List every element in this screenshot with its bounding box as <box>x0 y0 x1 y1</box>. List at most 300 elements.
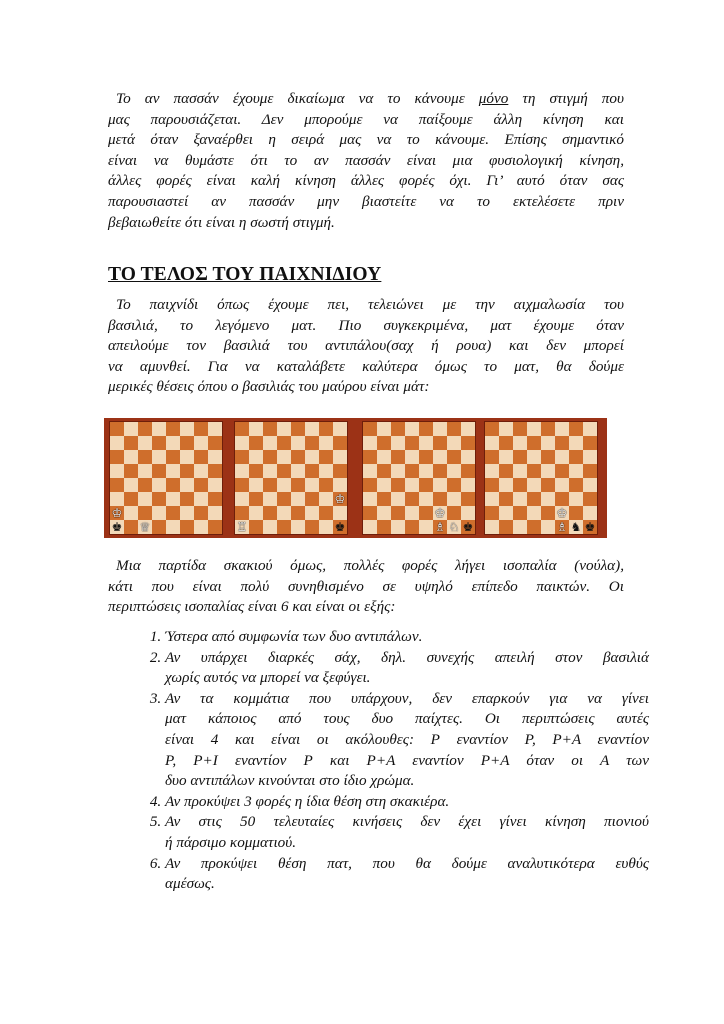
board-square-f1 <box>305 520 319 534</box>
board-square-f4 <box>180 478 194 492</box>
board-square-a1 <box>363 520 377 534</box>
board-square-d1 <box>405 520 419 534</box>
board-square-e7 <box>419 436 433 450</box>
list-line: είναι 4 και είναι οι ακόλουθες: Ρ εναντίον Ρ, Ρ+Α εναντίον <box>165 730 649 748</box>
board-square-g1 <box>447 520 461 534</box>
chess-piece-icon: ♔ <box>334 492 346 506</box>
board-square-a5 <box>235 464 249 478</box>
board-square-c4 <box>263 478 277 492</box>
board-square-b2 <box>499 506 513 520</box>
chess-piece-icon: ♗ <box>556 520 568 534</box>
board-square-a6 <box>363 450 377 464</box>
board-square-d8 <box>277 422 291 436</box>
list-line: αμέσως. <box>165 875 215 893</box>
board-square-h7 <box>461 436 475 450</box>
board-square-e5 <box>419 464 433 478</box>
board-square-c2 <box>263 506 277 520</box>
board-square-f7 <box>305 436 319 450</box>
board-square-b6 <box>377 450 391 464</box>
en-passant-paragraph <box>108 89 624 233</box>
board-square-f8 <box>433 422 447 436</box>
board-square-f5 <box>180 464 194 478</box>
line-text: Το αν πασσάν έχουμε δικαίωμα να το κάνουμε <box>116 90 479 107</box>
board-square-a4 <box>235 478 249 492</box>
board-square-a4 <box>110 478 124 492</box>
board-square-e1 <box>419 520 433 534</box>
board-square-b4 <box>249 478 263 492</box>
board-square-c1 <box>391 520 405 534</box>
board-square-c5 <box>391 464 405 478</box>
board-square-b5 <box>377 464 391 478</box>
board-square-d1 <box>277 520 291 534</box>
board-square-h6 <box>583 450 597 464</box>
board-square-d2 <box>277 506 291 520</box>
board-square-b6 <box>499 450 513 464</box>
board-square-b6 <box>249 450 263 464</box>
board-square-c7 <box>263 436 277 450</box>
board-square-e1 <box>166 520 180 534</box>
board-square-g3 <box>319 492 333 506</box>
board-square-a1 <box>110 520 124 534</box>
board-square-d5 <box>527 464 541 478</box>
board-square-b2 <box>377 506 391 520</box>
board-square-c1 <box>513 520 527 534</box>
board-square-c6 <box>391 450 405 464</box>
board-square-f7 <box>555 436 569 450</box>
board-square-e2 <box>291 506 305 520</box>
board-square-g2 <box>447 506 461 520</box>
chess-piece-icon: ♔ <box>111 506 123 520</box>
list-line: 2. Αν υπάρχει διαρκές σάχ, δηλ. συνεχής απειλή στον βασιλιά <box>165 648 649 666</box>
chess-piece-icon: ♚ <box>584 520 596 534</box>
paragraph-line: είναι να θυμάστε ότι το αν πασσάν είναι μια φυσιολογική κίνηση, <box>108 151 624 169</box>
board-square-a7 <box>485 436 499 450</box>
board-square-g6 <box>447 450 461 464</box>
board-square-a8 <box>235 422 249 436</box>
board-square-e4 <box>166 478 180 492</box>
board-square-e1 <box>541 520 555 534</box>
board-square-f8 <box>180 422 194 436</box>
board-square-c6 <box>513 450 527 464</box>
board-square-c4 <box>138 478 152 492</box>
board-square-e5 <box>166 464 180 478</box>
board-square-d7 <box>405 436 419 450</box>
board-square-g7 <box>194 436 208 450</box>
paragraph-line <box>108 89 624 110</box>
board-square-h5 <box>461 464 475 478</box>
board-square-h4 <box>461 478 475 492</box>
list-line: 5. Αν στις 50 τελευταίες κινήσεις δεν έχει γίνει κίνηση πιονιού <box>165 813 649 831</box>
board-square-g8 <box>447 422 461 436</box>
board-square-d3 <box>152 492 166 506</box>
chess-piece-icon: ♚ <box>111 520 123 534</box>
board-square-b3 <box>377 492 391 506</box>
paragraph-line: βεβαιωθείτε ότι είναι η σωστή στιγμή. <box>108 213 335 231</box>
board-square-g1 <box>319 520 333 534</box>
board-square-a5 <box>485 464 499 478</box>
paragraph-line: να αμυνθεί. Για να καταλάβετε καλύτερα όμως το ματ, θα δούμε <box>108 357 624 375</box>
board-square-e2 <box>166 506 180 520</box>
board-square-h6 <box>461 450 475 464</box>
board-square-c7 <box>138 436 152 450</box>
board-square-h1 <box>461 520 475 534</box>
board-square-d3 <box>277 492 291 506</box>
board-square-d6 <box>152 450 166 464</box>
board-square-b8 <box>499 422 513 436</box>
board-square-c8 <box>138 422 152 436</box>
board-square-g2 <box>569 506 583 520</box>
paragraph-line: μερικές θέσεις όπου ο βασιλιάς του μαύρου είναι μάτ: <box>108 378 430 396</box>
board-square-g6 <box>569 450 583 464</box>
board-square-e6 <box>291 450 305 464</box>
board-square-g1 <box>569 520 583 534</box>
board-square-g3 <box>569 492 583 506</box>
board-square-h8 <box>461 422 475 436</box>
board-square-a2 <box>110 506 124 520</box>
chess-board <box>485 422 597 534</box>
board-square-h8 <box>333 422 347 436</box>
board-square-b2 <box>124 506 138 520</box>
board-square-d2 <box>405 506 419 520</box>
board-square-a7 <box>363 436 377 450</box>
list-line: ή πάρσιμο κομματιού. <box>165 833 297 851</box>
board-square-h7 <box>208 436 222 450</box>
board-square-b7 <box>499 436 513 450</box>
board-square-c3 <box>513 492 527 506</box>
board-square-a1 <box>485 520 499 534</box>
board-square-h6 <box>333 450 347 464</box>
board-square-g7 <box>447 436 461 450</box>
board-square-h3 <box>461 492 475 506</box>
checkmate-paragraph <box>108 295 624 398</box>
board-square-b8 <box>377 422 391 436</box>
list-item <box>165 627 649 648</box>
board-square-a3 <box>363 492 377 506</box>
board-square-b2 <box>249 506 263 520</box>
board-square-e7 <box>166 436 180 450</box>
board-square-h7 <box>333 436 347 450</box>
board-square-c3 <box>263 492 277 506</box>
board-square-f1 <box>180 520 194 534</box>
board-square-b5 <box>249 464 263 478</box>
board-square-f5 <box>555 464 569 478</box>
board-square-b3 <box>124 492 138 506</box>
board-square-c3 <box>138 492 152 506</box>
board-square-h2 <box>333 506 347 520</box>
board-square-c8 <box>391 422 405 436</box>
board-square-d8 <box>527 422 541 436</box>
checkmate-diagrams <box>104 418 607 538</box>
chess-piece-icon: ♘ <box>448 520 460 534</box>
board-square-b1 <box>249 520 263 534</box>
board-square-g6 <box>319 450 333 464</box>
board-square-c2 <box>513 506 527 520</box>
draw-paragraph <box>108 556 624 618</box>
board-square-b1 <box>124 520 138 534</box>
board-square-c7 <box>513 436 527 450</box>
board-square-f4 <box>433 478 447 492</box>
board-square-e7 <box>291 436 305 450</box>
chess-piece-icon: ♖ <box>236 520 248 534</box>
board-square-a8 <box>485 422 499 436</box>
board-square-f3 <box>305 492 319 506</box>
board-square-f2 <box>433 506 447 520</box>
board-square-g6 <box>194 450 208 464</box>
board-square-e2 <box>419 506 433 520</box>
board-square-g1 <box>194 520 208 534</box>
board-square-f1 <box>433 520 447 534</box>
board-square-e8 <box>419 422 433 436</box>
board-square-e6 <box>541 450 555 464</box>
board-square-c2 <box>391 506 405 520</box>
board-square-c1 <box>263 520 277 534</box>
board-square-h8 <box>208 422 222 436</box>
board-square-d7 <box>527 436 541 450</box>
board-square-h5 <box>583 464 597 478</box>
board-square-e1 <box>291 520 305 534</box>
board-square-d4 <box>277 478 291 492</box>
board-square-e2 <box>541 506 555 520</box>
board-square-d6 <box>405 450 419 464</box>
board-square-d7 <box>152 436 166 450</box>
board-square-e3 <box>541 492 555 506</box>
chess-board <box>110 422 222 534</box>
board-square-h1 <box>583 520 597 534</box>
board-square-h5 <box>333 464 347 478</box>
list-item <box>165 812 649 853</box>
board-square-a7 <box>110 436 124 450</box>
board-square-b1 <box>377 520 391 534</box>
board-square-e3 <box>291 492 305 506</box>
board-square-b5 <box>124 464 138 478</box>
board-square-d1 <box>527 520 541 534</box>
board-square-a6 <box>235 450 249 464</box>
paragraph-line: περιπτώσεις ισοπαλίας είναι 6 και είναι οι εξής: <box>108 598 396 616</box>
board-square-d6 <box>277 450 291 464</box>
board-square-a5 <box>363 464 377 478</box>
board-square-a8 <box>110 422 124 436</box>
line-text: τη στιγμή που <box>508 90 624 107</box>
board-square-h3 <box>583 492 597 506</box>
board-square-d8 <box>152 422 166 436</box>
board-square-c5 <box>263 464 277 478</box>
board-square-c2 <box>138 506 152 520</box>
board-square-f5 <box>305 464 319 478</box>
board-square-e8 <box>541 422 555 436</box>
board-square-g5 <box>447 464 461 478</box>
list-line: δυο αντιπάλων κινούνται στο ίδιο χρώμα. <box>165 772 415 790</box>
board-square-f8 <box>555 422 569 436</box>
board-square-g8 <box>319 422 333 436</box>
board-square-e8 <box>166 422 180 436</box>
board-square-e6 <box>166 450 180 464</box>
board-square-a3 <box>485 492 499 506</box>
board-square-e4 <box>291 478 305 492</box>
board-square-c5 <box>513 464 527 478</box>
paragraph-line: παρουσιαστεί αν πασσάν μην βιαστείτε να το εκτελέσετε πριν <box>108 192 624 210</box>
board-square-g7 <box>319 436 333 450</box>
board-square-d6 <box>527 450 541 464</box>
board-square-f7 <box>433 436 447 450</box>
board-square-d5 <box>152 464 166 478</box>
board-square-c1 <box>138 520 152 534</box>
board-square-d4 <box>152 478 166 492</box>
board-square-f4 <box>305 478 319 492</box>
board-square-h5 <box>208 464 222 478</box>
board-square-d3 <box>527 492 541 506</box>
board-square-a6 <box>485 450 499 464</box>
board-square-d1 <box>152 520 166 534</box>
board-square-b5 <box>499 464 513 478</box>
chess-board <box>363 422 475 534</box>
list-line: χωρίς αυτός να μπορεί να ξεφύγει. <box>165 669 371 687</box>
board-square-h3 <box>333 492 347 506</box>
chess-piece-icon: ♗ <box>434 520 446 534</box>
draw-rules-list <box>140 627 649 895</box>
board-square-f8 <box>305 422 319 436</box>
board-square-e3 <box>419 492 433 506</box>
board-square-b8 <box>249 422 263 436</box>
board-square-b4 <box>124 478 138 492</box>
board-square-g3 <box>447 492 461 506</box>
list-item <box>165 648 649 689</box>
board-square-d2 <box>152 506 166 520</box>
board-square-h7 <box>583 436 597 450</box>
board-square-d3 <box>405 492 419 506</box>
board-square-h4 <box>333 478 347 492</box>
board-square-c4 <box>391 478 405 492</box>
board-square-b7 <box>377 436 391 450</box>
paragraph-line: μας παρουσιάζεται. Δεν μπορούμε να παίξουμε άλλη κίνηση και <box>108 110 624 128</box>
board-square-e4 <box>541 478 555 492</box>
board-square-f1 <box>555 520 569 534</box>
board-square-b7 <box>249 436 263 450</box>
board-square-c7 <box>391 436 405 450</box>
list-item <box>165 854 649 895</box>
board-square-c8 <box>263 422 277 436</box>
board-square-f5 <box>433 464 447 478</box>
list-line: ματ κάποιος από τους δυο παίχτες. Οι περιπτώσεις αυτές <box>165 710 649 728</box>
list-line: Ρ, Ρ+Ι εναντίον Ρ και Ρ+Α εναντίον Ρ+Α όταν οι Α των <box>165 751 649 769</box>
board-square-c6 <box>138 450 152 464</box>
board-square-c6 <box>263 450 277 464</box>
board-square-b4 <box>499 478 513 492</box>
board-square-h3 <box>208 492 222 506</box>
board-square-g5 <box>569 464 583 478</box>
board-square-h2 <box>208 506 222 520</box>
chess-piece-icon: ♚ <box>462 520 474 534</box>
chess-piece-icon: ♕ <box>139 520 151 534</box>
list-line: 4. Αν προκύψει 3 φορές η ίδια θέση στη σκακιέρα. <box>165 792 450 810</box>
board-square-f6 <box>305 450 319 464</box>
chess-piece-icon: ♔ <box>556 506 568 520</box>
list-line: 1. Ύστερα από συμφωνία των δυο αντιπάλων. <box>165 628 423 645</box>
board-square-g8 <box>194 422 208 436</box>
board-square-f6 <box>433 450 447 464</box>
board-square-e8 <box>291 422 305 436</box>
board-square-f3 <box>180 492 194 506</box>
board-square-h2 <box>583 506 597 520</box>
board-square-f7 <box>180 436 194 450</box>
board-square-g4 <box>569 478 583 492</box>
board-square-b4 <box>377 478 391 492</box>
chess-piece-icon: ♔ <box>434 506 446 520</box>
chess-board <box>235 422 347 534</box>
board-square-b1 <box>499 520 513 534</box>
board-square-b8 <box>124 422 138 436</box>
board-square-d4 <box>527 478 541 492</box>
board-square-a1 <box>235 520 249 534</box>
board-square-f3 <box>433 492 447 506</box>
board-square-f6 <box>555 450 569 464</box>
paragraph-line: Μια παρτίδα σκακιού όμως, πολλές φορές λήγει ισοπαλία (νούλα), <box>116 557 624 574</box>
board-square-a7 <box>235 436 249 450</box>
board-square-e4 <box>419 478 433 492</box>
board-square-d2 <box>527 506 541 520</box>
board-square-g5 <box>194 464 208 478</box>
board-square-c3 <box>391 492 405 506</box>
list-line: 6. Αν προκύψει θέση πατ, που θα δούμε αναλυτικότερα ευθύς <box>165 854 649 872</box>
board-square-h1 <box>208 520 222 534</box>
chess-piece-icon: ♚ <box>334 520 346 534</box>
board-square-a8 <box>363 422 377 436</box>
board-square-a4 <box>485 478 499 492</box>
list-item <box>165 792 649 813</box>
board-square-a6 <box>110 450 124 464</box>
paragraph-line: βασιλιά, το λεγόμενο ματ. Πιο συγκεκριμένα, ματ έχουμε όταν <box>108 316 624 334</box>
board-square-a3 <box>110 492 124 506</box>
board-square-h2 <box>461 506 475 520</box>
board-square-d5 <box>277 464 291 478</box>
list-line: 3. Αν τα κομμάτια που υπάρχουν, δεν επαρκούν για να γίνει <box>165 689 649 707</box>
board-square-b3 <box>499 492 513 506</box>
paragraph-line: απειλούμε τον βασιλιά του αντιπάλου(σαχ ή ρουα) και δεν μπορεί <box>108 337 624 355</box>
board-square-g8 <box>569 422 583 436</box>
board-square-c5 <box>138 464 152 478</box>
board-square-h8 <box>583 422 597 436</box>
board-square-a2 <box>363 506 377 520</box>
board-square-b7 <box>124 436 138 450</box>
board-square-f6 <box>180 450 194 464</box>
board-square-d8 <box>405 422 419 436</box>
board-square-e7 <box>541 436 555 450</box>
board-square-e5 <box>541 464 555 478</box>
paragraph-line: μετά όταν ξαναέρθει η σειρά μας να το κάνουμε. Επίσης σημαντικό <box>108 131 624 149</box>
board-square-g2 <box>194 506 208 520</box>
board-square-g5 <box>319 464 333 478</box>
board-square-h6 <box>208 450 222 464</box>
board-square-c4 <box>513 478 527 492</box>
board-square-a3 <box>235 492 249 506</box>
board-square-f3 <box>555 492 569 506</box>
paragraph-line: κάτι που είναι πολύ συνηθισμένο σε υψηλό επίπεδο παικτών. Οι <box>108 577 624 595</box>
board-square-f4 <box>555 478 569 492</box>
board-square-g7 <box>569 436 583 450</box>
board-square-g2 <box>319 506 333 520</box>
board-square-c8 <box>513 422 527 436</box>
board-square-a2 <box>235 506 249 520</box>
board-square-e6 <box>419 450 433 464</box>
paragraph-line: άλλες φορές είναι καλή κίνηση άλλες φορές όχι. Γι’ αυτό όταν σας <box>108 172 624 190</box>
board-square-e3 <box>166 492 180 506</box>
board-square-g4 <box>194 478 208 492</box>
board-square-f2 <box>180 506 194 520</box>
chess-piece-icon: ♞ <box>570 520 582 534</box>
board-square-f2 <box>555 506 569 520</box>
board-square-d4 <box>405 478 419 492</box>
board-square-b3 <box>249 492 263 506</box>
board-square-g4 <box>447 478 461 492</box>
